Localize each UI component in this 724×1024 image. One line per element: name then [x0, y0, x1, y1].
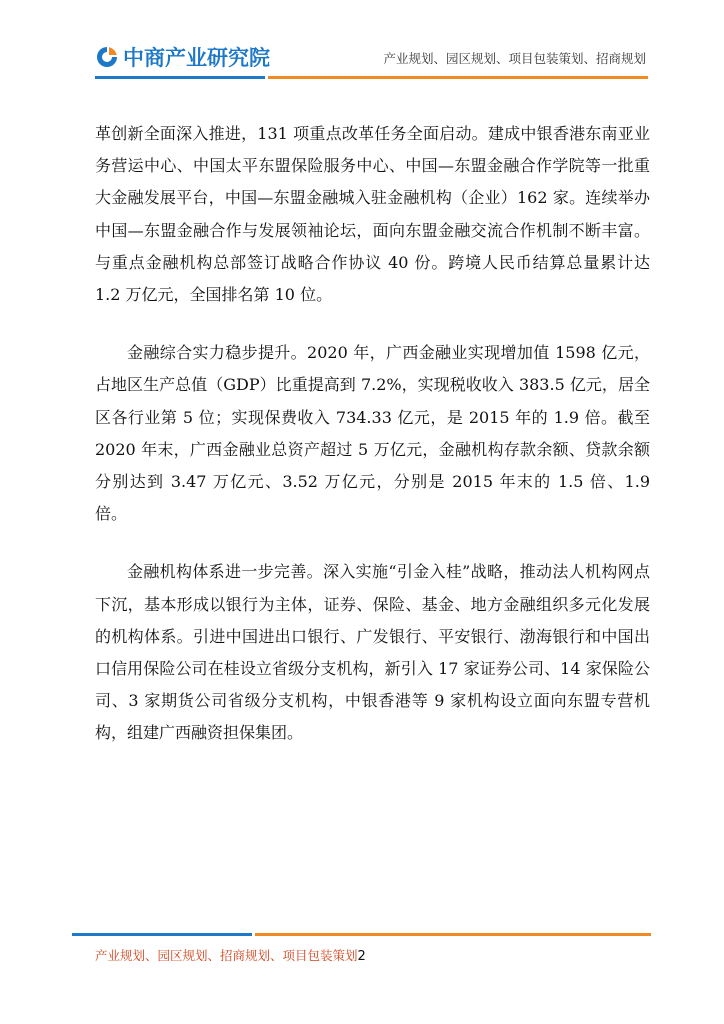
logo-text: 中商产业研究院 [123, 46, 270, 70]
footer-tagline: 产业规划、园区规划、招商规划、项目包装策划 [95, 948, 358, 963]
header-rule-blue [95, 76, 265, 79]
header-tagline: 产业规划、园区规划、项目包装策划、招商规划 [383, 51, 646, 66]
body-content [95, 118, 650, 776]
header-rule-orange [268, 76, 648, 79]
page-footer [95, 946, 366, 964]
page-header [0, 0, 724, 80]
brand-logo-icon [95, 45, 119, 69]
paragraph: 革创新全面深入推进，131 项重点改革任务全面启动。建成中银香港东南亚业务营运中心、中国太平东盟保险服务中心、中国—东盟金融合作学院等一批重大金融发展平台，中国—东盟金融城入驻金融机构（企业）162 家。连续举办中国—东盟金融合作与发展领袖论坛，面向东盟金融交流合作机制不断丰富。与重点金融机构总部签订战略合作协议 40 份。跨境人民币结算总量累计达 1.2 万亿元，全国排名第 10 位。 [95, 124, 650, 305]
page-number: 2 [357, 949, 366, 964]
footer-rule-blue [72, 933, 252, 936]
footer-rule-orange [255, 933, 651, 936]
paragraph: 金融机构体系进一步完善。深入实施“引金入桂”战略，推动法人机构网点下沉，基本形成以银行为主体，证券、保险、基金、地方金融组织多元化发展的机构体系。引进中国进出口银行、广发银行、平安银行、渤海银行和中国出口信用保险公司在桂设立省级分支机构，新引入 17 家证券公司、14 家保险公司、3 家期货公司省级分支机构，中银香港等 9 家机构设立面向东盟专营机构，组建广西融资担保集团。 [95, 562, 650, 743]
logo [95, 42, 270, 72]
paragraph: 金融综合实力稳步提升。2020 年，广西金融业实现增加值 1598 亿元，占地区生产总值（GDP）比重提高到 7.2%，实现税收收入 383.5 亿元，居全区各行业第 5 位；实现保费收入 734.33 亿元，是 2015 年的 1.9 倍。截至 2020 年末，广西金融业总资产超过 5 万亿元，金融机构存款余额、贷款余额分别达到 3.47 万亿元、3.52 万亿元，分别是 2015 年末的 1.5 倍、1.9 倍。 [95, 343, 650, 524]
